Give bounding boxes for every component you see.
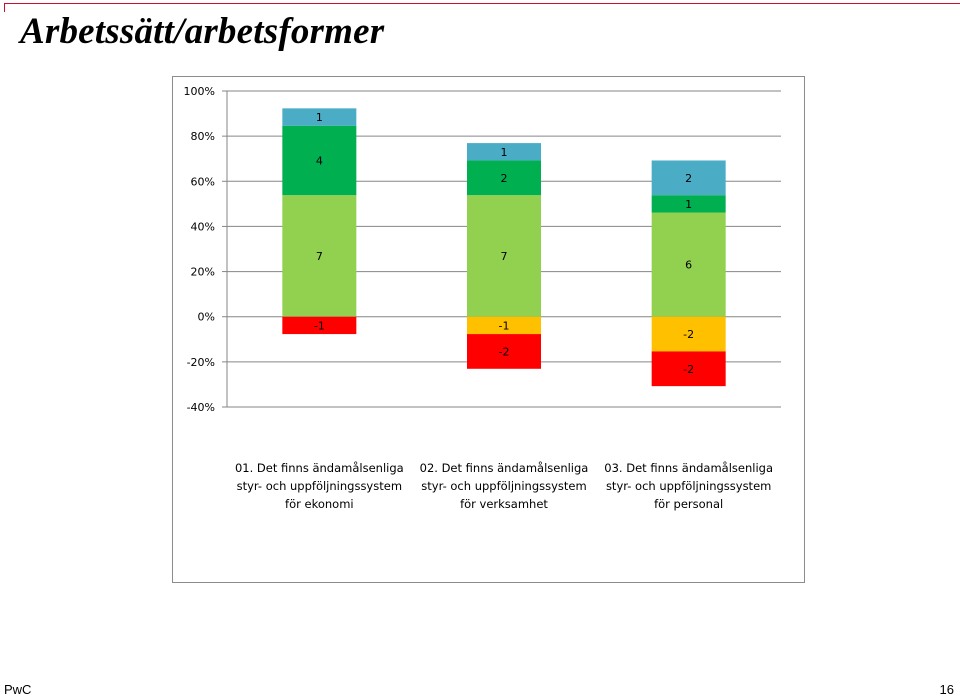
category-label-line: styr- och uppföljningssystem: [236, 479, 403, 493]
category-label-line: för personal: [654, 497, 724, 511]
y-tick-label: 100%: [183, 85, 215, 98]
y-tick-label: -40%: [186, 401, 215, 414]
data-label: -2: [683, 328, 695, 342]
slide-title: Arbetssätt/arbetsformer: [20, 11, 385, 52]
category-label-line: för ekonomi: [285, 497, 354, 511]
chart-container: [172, 76, 805, 583]
data-label: 2: [685, 171, 693, 185]
data-label: 7: [315, 249, 323, 263]
data-label: 6: [685, 258, 693, 272]
top-rule: [4, 3, 960, 4]
data-label: -2: [498, 345, 510, 359]
data-label: -1: [498, 319, 510, 333]
y-tick-label: -20%: [186, 355, 215, 369]
data-label: 4: [315, 154, 323, 168]
category-label-line: 03. Det finns ändamålsenliga: [604, 461, 774, 475]
data-label: -1: [313, 319, 325, 333]
category-label-line: styr- och uppföljningssystem: [605, 479, 772, 493]
page-number: 16: [939, 682, 954, 697]
category-label-line: styr- och uppföljningssystem: [421, 479, 587, 493]
data-label: -2: [683, 362, 695, 376]
y-tick-label: 20%: [190, 265, 215, 279]
category-label-line: 02. Det finns ändamålsenliga: [419, 461, 589, 475]
y-tick-label: 60%: [190, 175, 215, 189]
y-tick-label: 0%: [197, 310, 215, 324]
data-label: 1: [685, 197, 693, 211]
y-tick-label: 80%: [190, 130, 215, 144]
category-label: [411, 459, 597, 513]
data-label: 1: [315, 111, 323, 125]
y-tick-label: 40%: [190, 220, 215, 234]
category-label-line: för verksamhet: [460, 497, 548, 511]
data-label: 7: [500, 249, 508, 263]
data-label: 2: [500, 171, 508, 185]
category-label: [596, 459, 782, 513]
category-label-line: 01. Det finns ändamålsenliga: [234, 461, 404, 475]
category-label: [226, 459, 412, 513]
top-tick: [4, 3, 5, 12]
footer-brand: PwC: [4, 682, 32, 697]
data-label: 1: [500, 145, 508, 159]
